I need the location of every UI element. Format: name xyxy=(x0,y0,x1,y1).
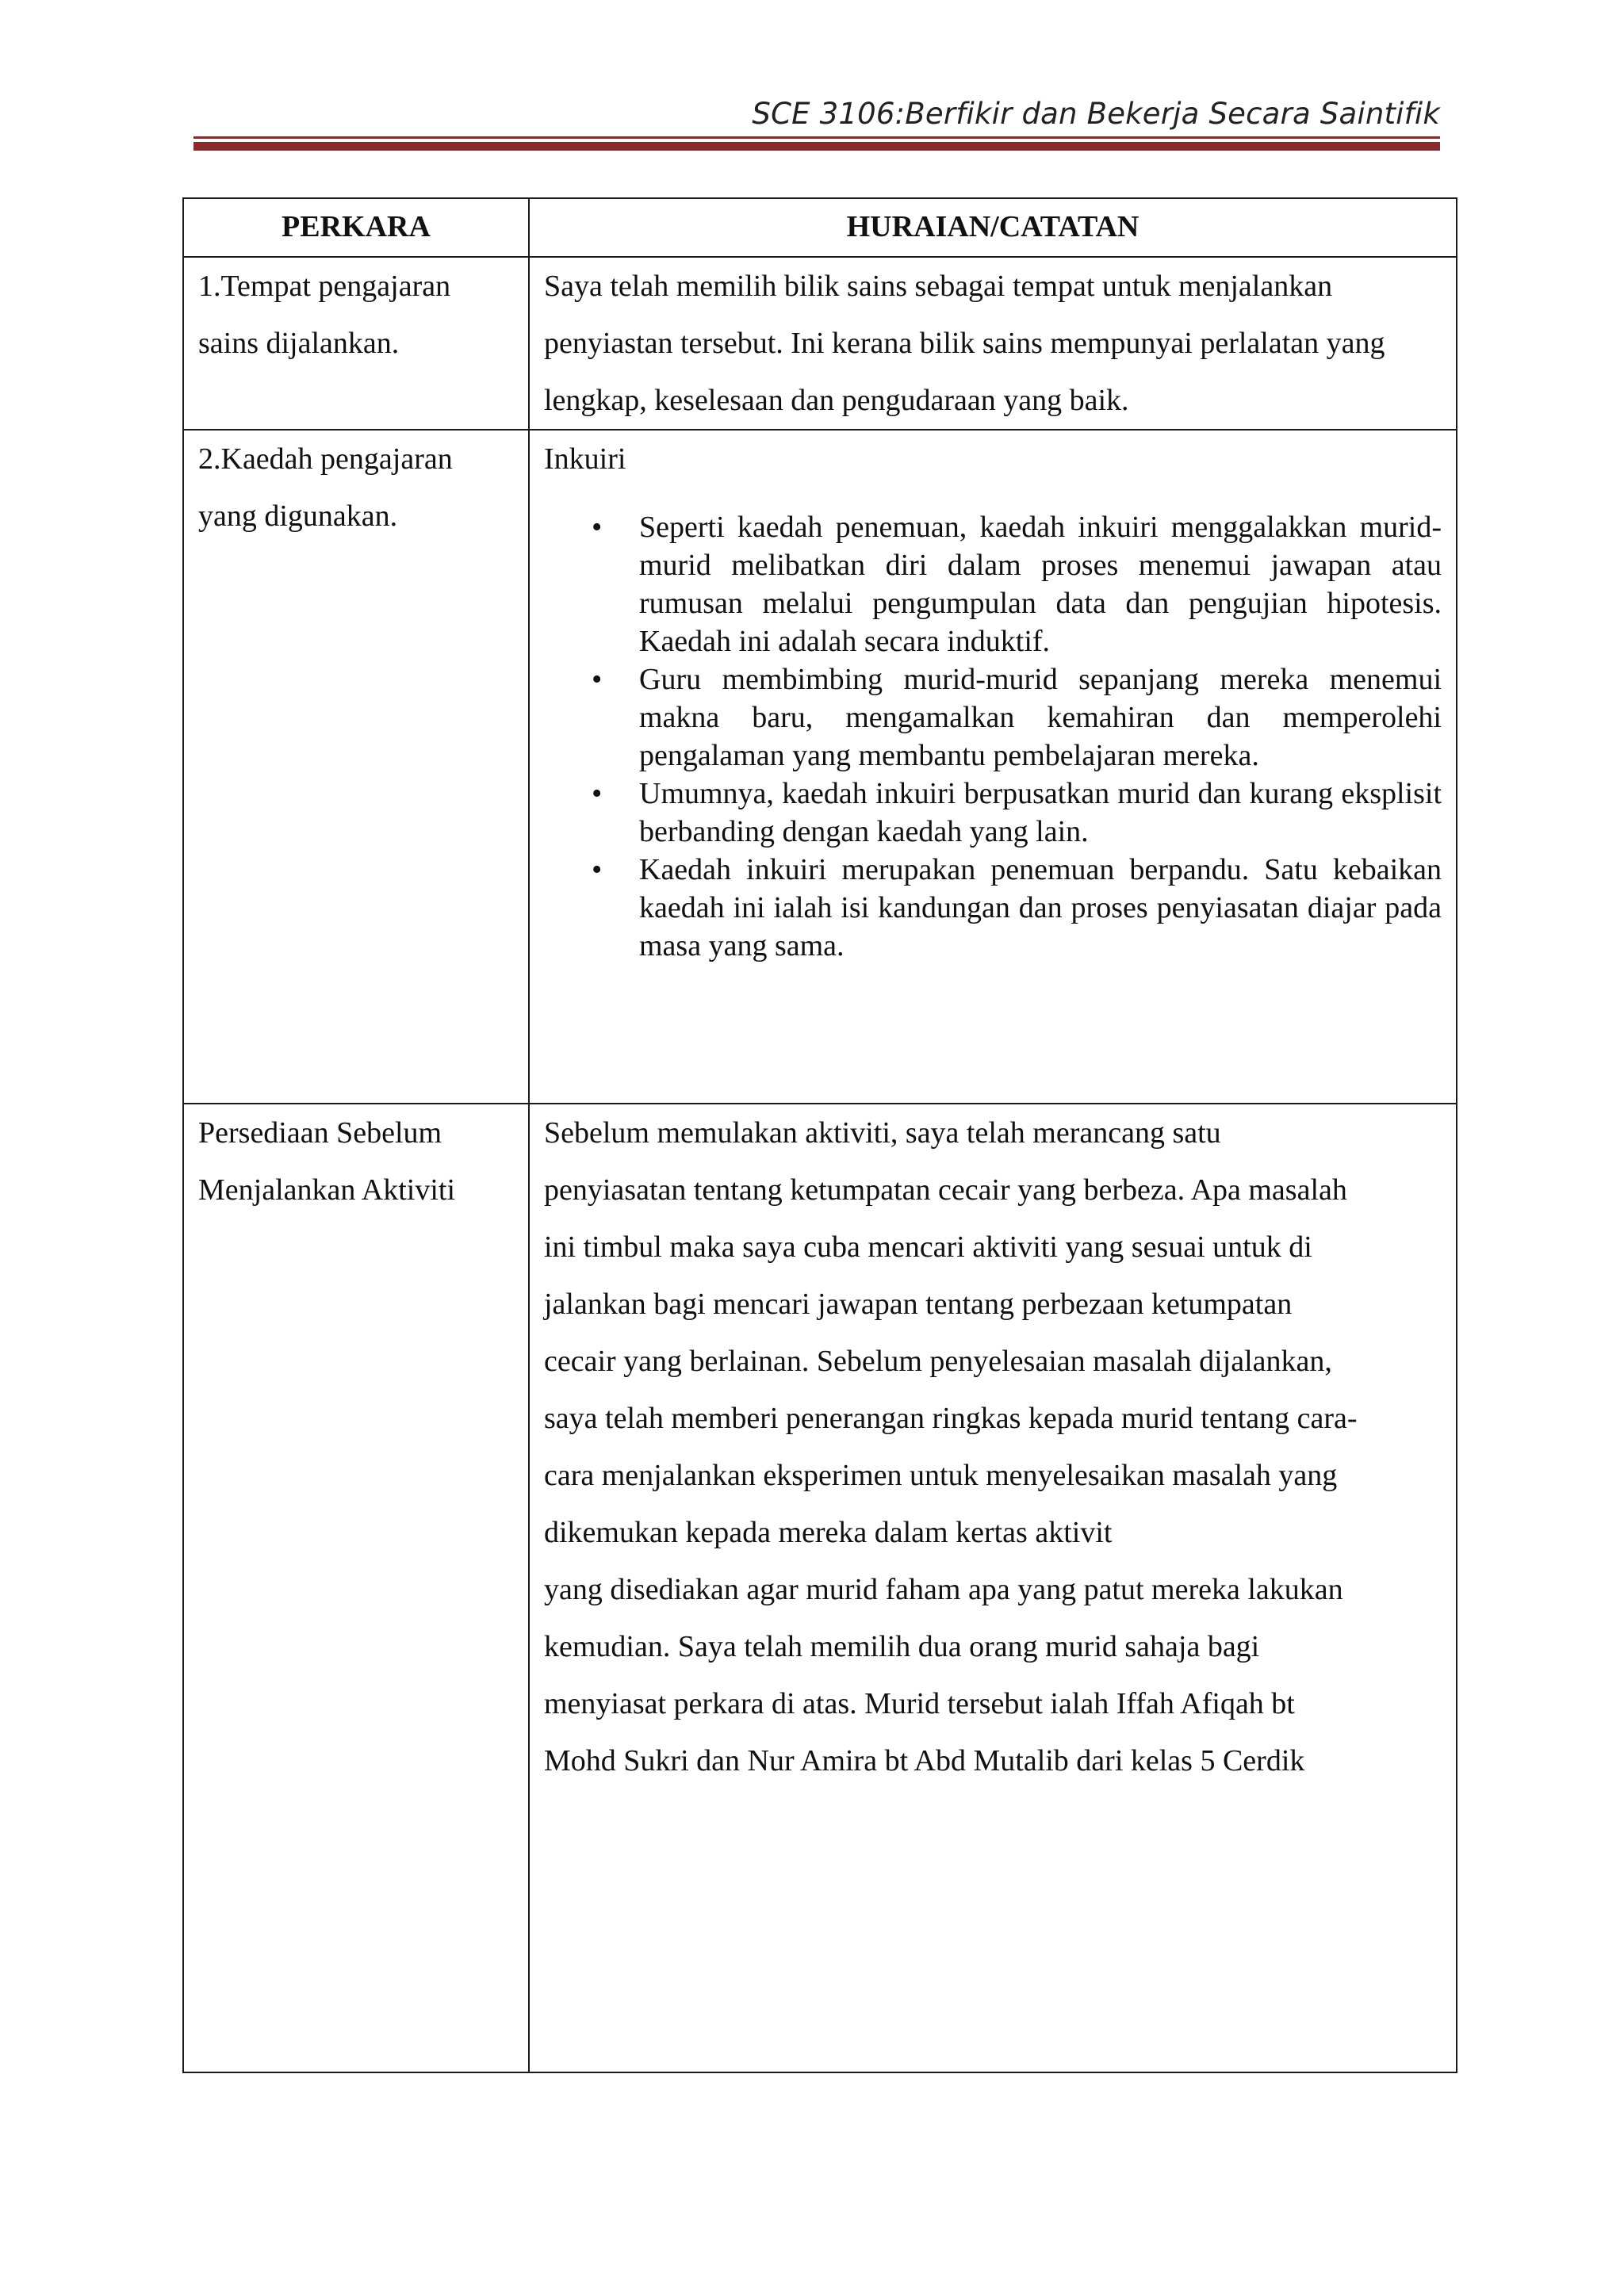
bullet-text: Seperti kaedah penemuan, kaedah inkuiri menggalakkan murid-murid melibatkan diri dalam proses menemui jawapan atau rumusan melalui pengumpulan data dan pengujian hipotesis. Kaedah ini adalah secara induktif. xyxy=(639,511,1442,658)
paragraph-line: jalankan bagi mencari jawapan tentang perbezaan ketumpatan xyxy=(544,1288,1293,1321)
method-title: Inkuiri xyxy=(544,442,626,476)
paragraph-line: menyiasat perkara di atas. Murid tersebut ialah Iffah Afiqah bt xyxy=(544,1687,1295,1720)
bullet-icon: • xyxy=(592,511,603,544)
column-header-perkara: PERKARA xyxy=(183,198,529,257)
header-rule-thin xyxy=(193,136,1440,139)
running-header-course-title: SCE 3106:Berfikir dan Bekerja Secara Saintifik xyxy=(752,97,1440,131)
paragraph-line: ini timbul maka saya cuba mencari aktiviti yang sesuai untuk di xyxy=(544,1230,1312,1264)
table-row xyxy=(183,257,1457,430)
list-item xyxy=(592,660,1442,775)
cell-item-tempat-pengajaran: 1.Tempat pengajaran sains dijalankan. xyxy=(183,257,529,430)
perkara-huraian-table xyxy=(182,197,1457,2073)
paragraph-line: yang disediakan agar murid faham apa yang patut mereka lakukan xyxy=(544,1573,1343,1606)
bullet-text: Kaedah inkuiri merupakan penemuan berpandu. Satu kebaikan kaedah ini ialah isi kandungan dan proses penyiasatan diajar pada masa yang sama. xyxy=(639,853,1442,962)
column-header-huraian-catatan: HURAIAN/CATATAN xyxy=(529,198,1457,257)
bullet-icon: • xyxy=(592,853,603,886)
bullet-text: Umumnya, kaedah inkuiri berpusatkan murid dan kurang eksplisit berbanding dengan kaedah yang lain. xyxy=(639,777,1442,848)
cell-description-tempat-pengajaran: Saya telah memilih bilik sains sebagai tempat untuk menjalankan penyiastan tersebut. Ini kerana bilik sains mempunyai perlalatan yang lengkap, keselesaan dan pengudaraan yang baik. xyxy=(529,257,1457,430)
paragraph-line: penyiasatan tentang ketumpatan cecair yang berbeza. Apa masalah xyxy=(544,1173,1347,1207)
paragraph-line: cecair yang berlainan. Sebelum penyelesaian masalah dijalankan, xyxy=(544,1345,1332,1378)
paragraph-line: Sebelum memulakan aktiviti, saya telah merancang satu xyxy=(544,1116,1221,1150)
paragraph-line: Mohd Sukri dan Nur Amira bt Abd Mutalib dari kelas 5 Cerdik xyxy=(544,1744,1305,1777)
paragraph-line: kemudian. Saya telah memilih dua orang murid sahaja bagi xyxy=(544,1630,1260,1663)
bullet-icon: • xyxy=(592,663,603,696)
paragraph-line: dikemukan kepada mereka dalam kertas aktivit xyxy=(544,1516,1113,1549)
table-row xyxy=(183,1104,1457,2072)
bullet-icon: • xyxy=(592,777,603,810)
bullet-text: Guru membimbing murid-murid sepanjang mereka menemui makna baru, mengamalkan kemahiran dan memperolehi pengalaman yang membantu pembelajaran mereka. xyxy=(639,663,1442,772)
header-rule-thick xyxy=(193,142,1440,151)
table-row xyxy=(183,430,1457,1104)
list-item xyxy=(592,775,1442,851)
cell-item-kaedah-pengajaran: 2.Kaedah pengajaran yang digunakan. xyxy=(183,430,529,1104)
table-header-row xyxy=(183,198,1457,257)
cell-description-persediaan xyxy=(529,1104,1457,2072)
list-item xyxy=(592,508,1442,660)
paragraph-line: saya telah memberi penerangan ringkas kepada murid tentang cara- xyxy=(544,1402,1358,1435)
paragraph-line: cara menjalankan eksperimen untuk menyelesaikan masalah yang xyxy=(544,1459,1338,1492)
cell-description-kaedah-pengajaran xyxy=(529,430,1457,1104)
cell-item-persediaan: Persediaan Sebelum Menjalankan Aktiviti xyxy=(183,1104,529,2072)
method-bullet-list xyxy=(544,508,1442,965)
list-item xyxy=(592,851,1442,965)
